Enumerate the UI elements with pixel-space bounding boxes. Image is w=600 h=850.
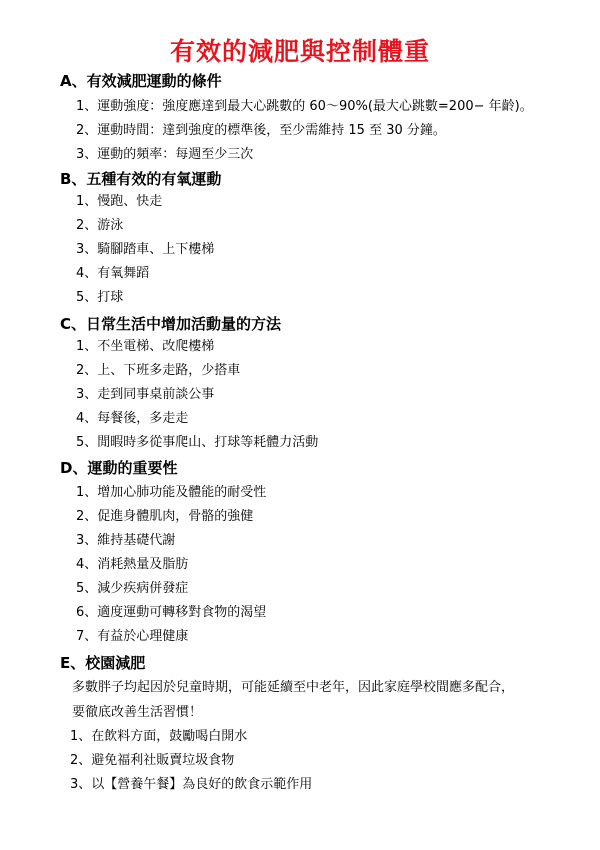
list-item: 1、增加心肺功能及體能的耐受性 xyxy=(76,485,267,500)
list-item: 2、上、下班多走路，少搭車 xyxy=(76,363,241,378)
list-item: 1、不坐電梯、改爬樓梯 xyxy=(76,339,215,354)
list-item: 5、減少疾病併發症 xyxy=(76,581,189,596)
list-item: 6、適度運動可轉移對食物的渴望 xyxy=(76,605,267,620)
list-item: 1、在飲料方面，鼓勵喝白開水 xyxy=(70,729,248,744)
list-item: 3、走到同事桌前談公事 xyxy=(76,387,215,402)
section-heading-b: B、五種有效的有氧運動 xyxy=(60,170,222,188)
paragraph-line: 要徹底改善生活習慣！ xyxy=(72,705,203,720)
section-heading-d: D、運動的重要性 xyxy=(60,459,178,477)
section-heading-a: A、有效減肥運動的條件 xyxy=(60,72,222,90)
list-item: 2、避免福利社販賣垃圾食物 xyxy=(70,753,235,768)
list-item: 2、運動時間：達到強度的標準後，至少需維持 15 至 30 分鐘。 xyxy=(76,123,446,138)
paragraph-line: 多數胖子均起因於兒童時期，可能延續至中老年，因此家庭學校間應多配合， xyxy=(72,680,515,695)
list-item: 3、以【營養午餐】為良好的飲食示範作用 xyxy=(70,777,313,792)
list-item: 5、閒暇時多從事爬山、打球等耗體力活動 xyxy=(76,435,319,450)
list-item: 4、消耗熱量及脂肪 xyxy=(76,557,189,572)
list-item: 4、有氧舞蹈 xyxy=(76,266,150,281)
list-item: 5、打球 xyxy=(76,290,124,305)
list-item: 3、運動的頻率：每週至少三次 xyxy=(76,147,254,162)
document-title: 有效的減肥與控制體重 xyxy=(169,37,430,66)
section-heading-c: C、日常生活中增加活動量的方法 xyxy=(60,315,282,333)
list-item: 3、騎腳踏車、上下樓梯 xyxy=(76,242,215,257)
section-heading-e: E、校園減肥 xyxy=(60,654,146,672)
list-item: 1、慢跑、快走 xyxy=(76,194,163,209)
list-item: 4、每餐後，多走走 xyxy=(76,411,189,426)
list-item: 1、運動強度：強度應達到最大心跳數的 60〜90%(最大心跳數=200− 年齡)。 xyxy=(76,99,533,114)
list-item: 7、有益於心理健康 xyxy=(76,629,189,644)
list-item: 3、維持基礎代謝 xyxy=(76,533,176,548)
list-item: 2、促進身體肌肉，骨骼的強健 xyxy=(76,509,254,524)
list-item: 2、游泳 xyxy=(76,218,124,233)
